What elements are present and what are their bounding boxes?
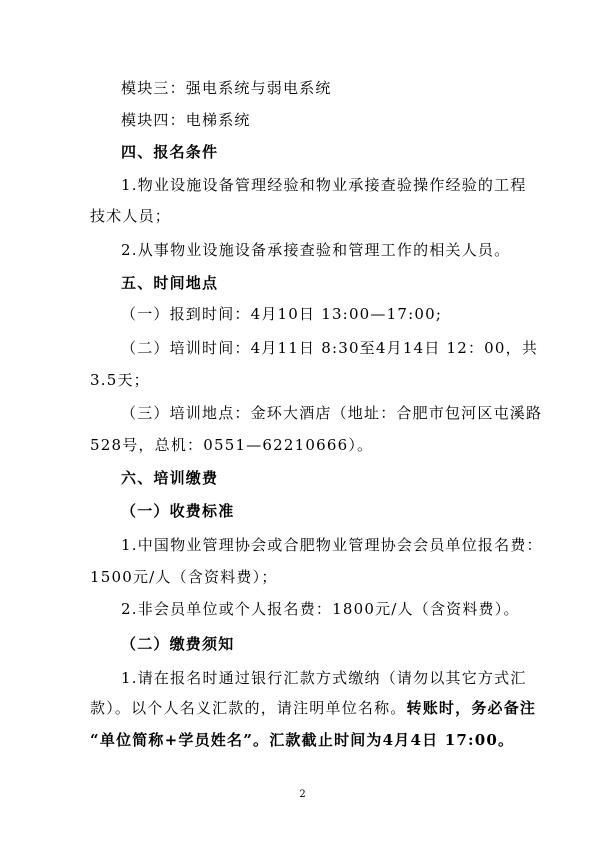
page-number: 2 xyxy=(299,789,306,800)
paragraph-line xyxy=(121,667,527,689)
notice-emphasis: 转账时，务必备注 xyxy=(406,699,537,717)
notice-text: 款）。以个人名义汇款的，请注明单位名称。 xyxy=(90,699,407,717)
section-heading: （二）缴费须知 xyxy=(121,635,235,653)
notice-emphasis: “单位简称+学员姓名”。汇款截止时间为4月4日 17:00。 xyxy=(90,731,515,749)
paragraph-line: 1.中国物业管理协会或合肥物业管理协会会员单位报名费： xyxy=(121,536,543,554)
notice-text: 1.请在报名时通过银行汇款方式缴纳（请勿以其它方式汇 xyxy=(121,669,527,687)
paragraph-line: （三）培训地点：金环大酒店（地址：合肥市包河区屯溪路 xyxy=(121,404,543,422)
section-heading: 四、报名条件 xyxy=(121,143,219,161)
paragraph-line-bold xyxy=(90,729,523,751)
section-heading: 六、培训缴费 xyxy=(121,469,219,487)
paragraph-line: 3.5天； xyxy=(90,371,150,389)
paragraph-line: 528号，总机：0551—62210666）。 xyxy=(90,436,374,454)
paragraph-line: （二）培训时间：4月11日 8:30至4月14日 12：00，共 xyxy=(121,339,539,357)
paragraph-line: 2.非会员单位或个人报名费：1800元/人（含资料费）。 xyxy=(121,600,520,618)
paragraph-line: 1.物业设施设备管理经验和物业承接查验操作经验的工程 xyxy=(121,176,527,194)
paragraph-line: 技术人员； xyxy=(90,207,172,225)
section-heading: 五、时间地点 xyxy=(121,274,219,292)
paragraph-line: （一）报到时间：4月10日 13:00—17:00; xyxy=(121,305,443,323)
paragraph-line: 1500元/人（含资料费）； xyxy=(90,568,278,586)
paragraph-line: 2.从事物业设施设备承接查验和管理工作的相关人员。 xyxy=(121,241,511,259)
paragraph-line: 模块四：电梯系统 xyxy=(121,111,251,129)
paragraph-line xyxy=(90,697,537,719)
paragraph-line: 模块三：强电系统与弱电系统 xyxy=(121,79,332,97)
section-heading: （一）收费标准 xyxy=(121,502,235,520)
